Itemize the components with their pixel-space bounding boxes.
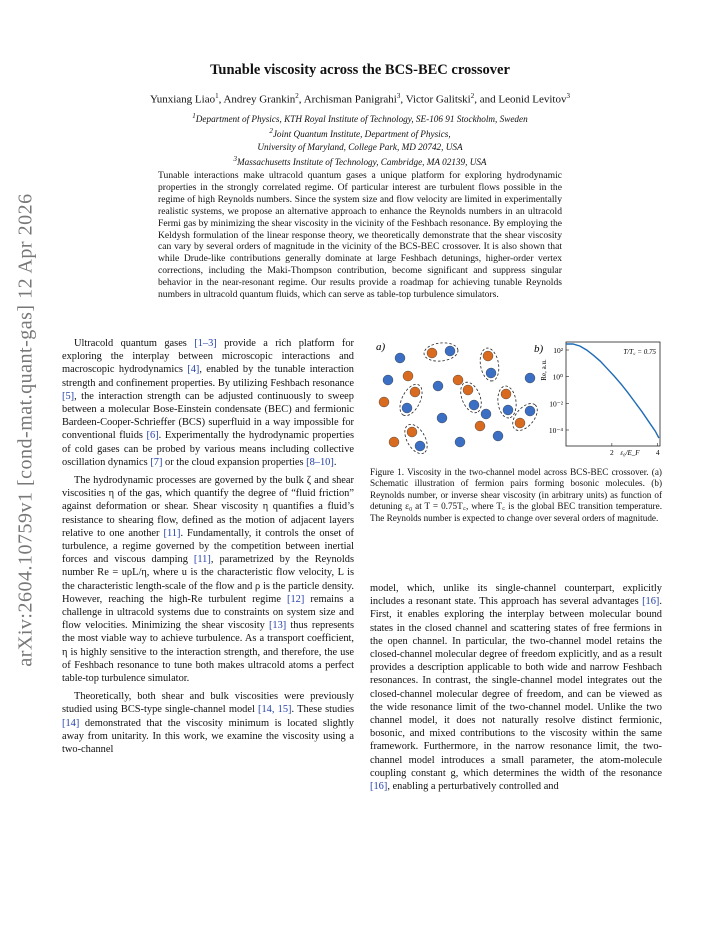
author-name: Yunxiang Liao — [150, 93, 216, 106]
paragraph-text: , enabled by the tunable interaction strength and confinement properties. By utilizing Feshbach resonance — [62, 364, 355, 389]
fermion-blue — [402, 403, 412, 413]
abstract: Tunable interactions make ultracold quantum gases a unique platform for exploring hydrodynamic properties in the strongly correlated regime. Of particular interest are turbulent flows possible in the regime of high Reynolds numbers. Since the system size and flow velocity are limited in experimentally realistic systems, we propose an alternative approach to enhance the Reynolds numbers in an ultracold Fermi gas by minimizing the shear viscosity in the vicinity of the Feshbach resonance. By employing the Keldysh formulation of the linear response theory, we theoretically demonstrate that the shear viscosity can vary by several orders of magnitude in the vicinity of the BCS-BEC crossover. It is also shown that while Drude-like contributions generally dominate at large Feshbach detunings, higher-order vertex corrections, including the Maki-Thompson contribution, become significant and suppress singular behavior in the near-resonant regime. Our results provide a roadmap for achieving tunable Reynolds numbers in ultracold quantum fluids, which can serve as table-top turbulence simulators. — [158, 170, 562, 301]
figure-caption: Figure 1. Viscosity in the two-channel model across BCS-BEC crossover. (a) Schematic illustration of fermion pairs forming bosonic molecules. (b) Reynolds number, or inverse shear viscosity (in arbitrary units) as function of detuning ε₀ at T = 0.75T꜀, where T꜀ is the global BEC transition temperature. The Reynolds number is expected to change over several orders of magnitude. — [370, 467, 662, 523]
fermion-blue — [503, 405, 513, 415]
separator: , — [400, 93, 404, 106]
separator: , — [218, 93, 222, 106]
fermion-orange — [483, 351, 493, 361]
arxiv-identifier — [6, 180, 46, 680]
x-axis-label: ε₀/E_F — [620, 449, 640, 457]
citation-link[interactable]: [16] — [370, 781, 388, 793]
paragraph-text: , parametrized by the Reynolds number Re = uρL/η, where u is the characteristic flow velocity, L is the characteristic length-scale of the flow and ρ is the particle density. However, reaching the high-Re turbulent regime — [62, 554, 354, 605]
paragraph-text: model, which, unlike its single-channel counterpart, explicitly includes a resonant state. This approach has several advantages — [370, 583, 662, 608]
author-affiliation-mark: 3 — [566, 92, 570, 100]
citation-link[interactable]: [16] — [642, 596, 660, 608]
fermion-blue — [395, 353, 405, 363]
reynolds-chart — [540, 342, 660, 457]
paragraph-text: Theoretically, both shear and bulk viscosities were previously studied using BCS-type single-channel model — [62, 691, 354, 716]
y-tick-label: 10⁻⁴ — [548, 426, 563, 435]
fermion-orange — [403, 371, 413, 381]
author-affiliation-mark: 3 — [396, 92, 401, 100]
author-name: Andrey Grankin — [223, 93, 296, 106]
fermion-blue — [493, 431, 503, 441]
paragraph-text: demonstrated that the viscosity minimum is located slightly away from unitarity. In this work, we examine the viscosity using a two-channel — [62, 717, 354, 756]
fermion-orange — [407, 427, 417, 437]
fermion-orange — [475, 421, 485, 431]
fermion-blue — [383, 375, 393, 385]
fermion-orange — [515, 418, 525, 428]
paragraph-text: . These studies — [291, 704, 354, 716]
affiliation-line: University of Maryland, College Park, MD 20742, USA — [257, 141, 463, 152]
paragraph-text: . First, it enables exploring the interplay between molecular bound states in the closed channel and scattering states of free fermions in the open channel. In particular, the two-channel model retains the closed-channel molecular degree of freedom explicitly, and as a result provides a description applicable to both wide and narrow Feshbach resonances. In contrast, the single-channel model integrates out the closed-channel molecular degree of freedom, and can be viewed as the wide resonance limit of the two-channel model. Unlike the two channel model, it does not naturally resolve distinct fermionic, bosonic, and mixed contributions to the viscosity within the same framework. Furthermore, in the narrow resonance limit, the two-channel model introduces a small parameter, the atom-molecule coupling constant g, which determines the width of the resonance — [370, 596, 662, 779]
author-affiliation-mark: 2 — [470, 92, 475, 100]
citation-link[interactable]: [13] — [268, 620, 287, 632]
author-affiliation-mark: 1 — [215, 92, 219, 100]
author-name: Archisman Panigrahi — [303, 93, 397, 106]
fermion-blue — [437, 413, 447, 423]
paragraph-text: . — [333, 456, 337, 468]
fermion-blue — [433, 381, 443, 391]
author-affiliation-mark: 2 — [295, 92, 299, 100]
citation-link[interactable]: [12] — [287, 593, 305, 605]
paragraph-text: . Fundamentally, it controls the onset of turbulence, a regime governed by the competition between inertial forces and viscous damping — [62, 527, 354, 566]
paragraph-text: remains a challenge in ultracold systems due to constraints on system size and flow velocities. Minimizing the shear viscosity — [62, 593, 354, 632]
x-tick-label: 4 — [655, 448, 660, 457]
citation-link[interactable]: [4] — [187, 364, 200, 376]
fermion-blue — [525, 406, 535, 416]
fermion-blue — [525, 373, 535, 383]
x-tick-label: 2 — [609, 448, 614, 457]
fermion-blue — [469, 400, 479, 410]
citation-link[interactable]: [7] — [150, 456, 163, 468]
author-name: Victor Galitski — [405, 93, 471, 106]
paragraph-text: , enabling a perturbatively controlled and — [387, 781, 559, 793]
reynolds-curve — [566, 344, 659, 438]
y-tick-label: 10² — [553, 346, 563, 355]
fermion-orange — [427, 348, 437, 358]
plot-frame — [566, 342, 660, 446]
fermion-blue — [445, 346, 455, 356]
paragraph-intro — [62, 337, 354, 469]
fermion-blue — [455, 437, 465, 447]
paragraph-viscosity — [62, 474, 354, 685]
fermion-orange — [389, 437, 399, 447]
paragraph-text: . Experimentally the hydrodynamic properties of cold gases can be probed by various means including collective oscillation dynamics — [62, 430, 354, 468]
arxiv-identifier-text: arXiv:2604.10759v1 [cond-mat.quant-gas] 12 Apr 2026 — [14, 193, 37, 667]
panel-a-label: a) — [376, 341, 386, 353]
paragraph-theory — [62, 690, 354, 756]
y-tick-label: 10⁻² — [549, 399, 563, 409]
figure-1-graphic — [370, 338, 670, 458]
fermion-blue — [415, 441, 425, 451]
citation-link[interactable]: [8–10] — [306, 456, 334, 468]
author-list — [0, 92, 720, 106]
paragraph-text: provide a rich platform for exploring the interplay between microscopic interactions and macroscopic hydrodynamics — [62, 338, 355, 376]
y-axis-label: Re, a.u. — [540, 359, 548, 381]
author-name: and Leonid Levitov — [479, 93, 567, 106]
fermion-blue — [481, 409, 491, 419]
fermion-blue — [486, 368, 496, 378]
panel-b-label: b) — [534, 343, 544, 355]
molecule-pair-outline — [395, 381, 426, 419]
citation-link[interactable]: [11] — [163, 527, 181, 539]
citation-link[interactable]: [14, 15] — [258, 704, 292, 716]
citation-link[interactable]: [6] — [146, 430, 159, 442]
molecule-schematic — [379, 341, 542, 457]
paragraph-two-channel — [370, 582, 662, 793]
y-tick-label: 10⁰ — [552, 372, 563, 382]
fermion-orange — [410, 387, 420, 397]
molecule-pair-outline — [400, 421, 432, 458]
fermion-orange — [453, 375, 463, 385]
citation-link[interactable]: [1–3] — [194, 338, 217, 349]
affiliations — [0, 110, 720, 168]
paragraph-text: , the interaction strength can be adjusted continuously to sweep between a molecular Bose-Einstein condensate (BEC) and fermionic Bardeen-Cooper-Schrieffer (BCS) superfluid in a way impossible for conventional fluids — [62, 390, 354, 442]
paragraph-text: The hydrodynamic processes are governed by the bulk ζ and shear viscosities η of the gas, which quantify the degree of “fluid friction” against deformation or shear. Shear viscosity η quantifies a fluid’s resistance to shearing flow, defined as the motion of adjacent layers relative to one another — [62, 475, 354, 539]
affiliation-line: $^2$Joint Quantum Institute, Department of Physics, — [269, 127, 451, 140]
fermion-orange — [379, 397, 389, 407]
molecule-pair-outline — [457, 379, 486, 416]
affiliation-line: $^1$Department of Physics, KTH Royal Institute of Technology, SE-106 91 Stockholm, Sweden — [192, 112, 528, 125]
citation-link[interactable]: [11] — [193, 554, 211, 566]
citation-link[interactable]: [14] — [62, 717, 80, 729]
separator: , — [474, 93, 477, 106]
figure-1 — [370, 338, 670, 458]
fermion-orange — [463, 385, 473, 395]
right-column — [370, 582, 662, 793]
chart-annotation: T/T꜀ = 0.75 — [623, 348, 656, 356]
fermion-orange — [501, 389, 511, 399]
left-column — [62, 337, 354, 756]
citation-link[interactable]: [5] — [62, 390, 75, 402]
separator: , — [298, 93, 302, 106]
molecule-pair-outline — [508, 399, 542, 435]
paragraph-text: Ultracold quantum gases — [74, 338, 195, 349]
affiliation-line: $^3$Massachusetts Institute of Technology, Cambridge, MA 02139, USA — [233, 155, 487, 168]
paragraph-text: or the cloud expansion properties — [162, 456, 307, 468]
paragraph-text: thus represents the most viable way to achieve turbulence. As a transport coefficient, η is highly sensitive to the interaction strength, and therefore, the use of Feshbach resonance to tune both makes ultracold atoms a perfect table-top turbulence simulator. — [62, 620, 354, 685]
paper-title: Tunable viscosity across the BCS-BEC crossover — [210, 62, 510, 78]
